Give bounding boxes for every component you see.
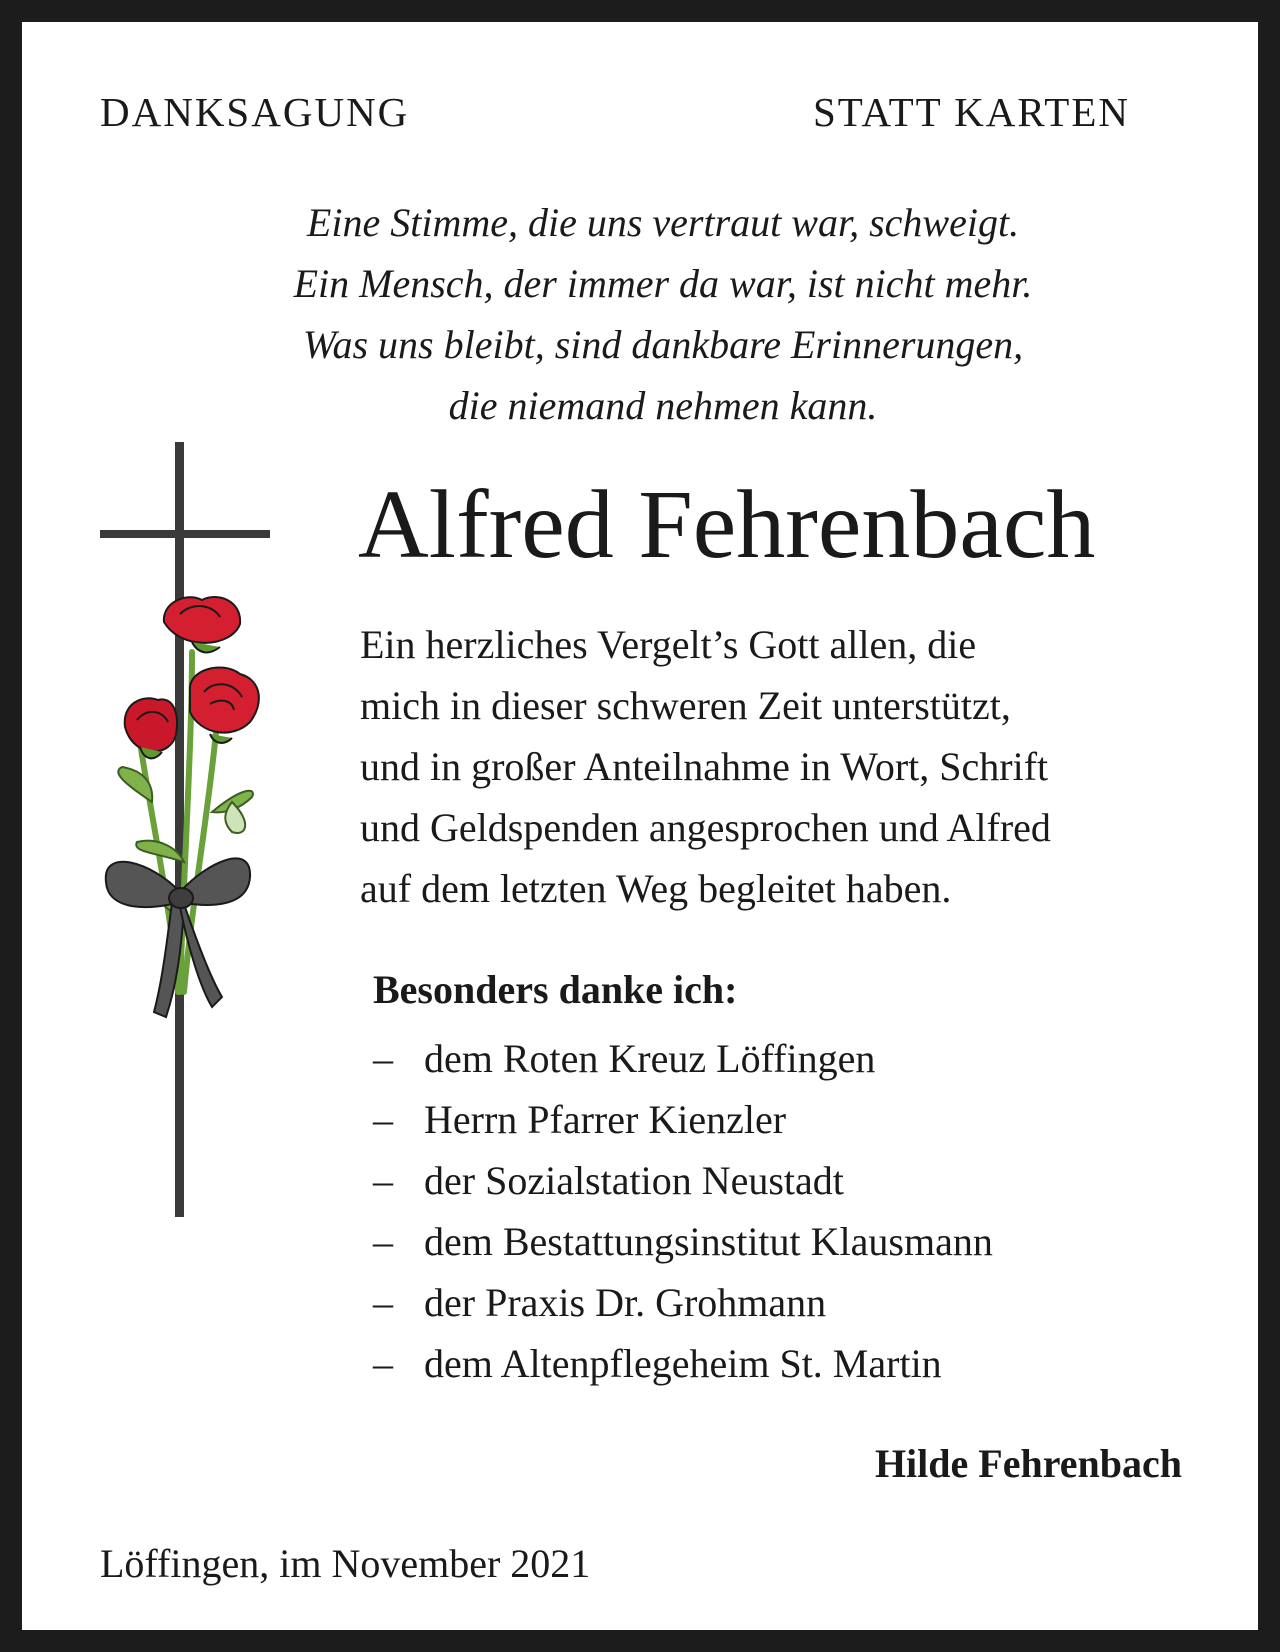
- list-item-text: der Sozialstation Neustadt: [424, 1158, 844, 1203]
- body-line: und Geldspenden angesprochen und Alfred: [360, 805, 1051, 850]
- dash-bullet: –: [373, 1341, 393, 1386]
- list-item-text: dem Roten Kreuz Löffingen: [424, 1036, 876, 1081]
- list-item-text: dem Altenpflegeheim St. Martin: [424, 1341, 942, 1386]
- list-item-text: der Praxis Dr. Grohmann: [424, 1280, 827, 1325]
- place-date: Löffingen, im November 2021: [100, 1541, 591, 1586]
- poem: [100, 192, 1226, 436]
- cross-with-roses-illustration: [92, 442, 292, 1242]
- dash-bullet: –: [373, 1280, 393, 1325]
- deceased-name: Alfred Fehrenbach: [358, 471, 1096, 579]
- obituary-card: [22, 22, 1258, 1630]
- list-item: [373, 1333, 993, 1394]
- list-item-text: Herrn Pfarrer Kienzler: [424, 1097, 787, 1142]
- signature: Hilde Fehrenbach: [874, 1441, 1182, 1486]
- body-line: und in großer Anteilnahme in Wort, Schrift: [360, 744, 1049, 789]
- header-danksagung: DANKSAGUNG: [100, 89, 410, 135]
- list-item-text: dem Bestattungsinstitut Klausmann: [424, 1219, 993, 1264]
- thanks-heading: Besonders danke ich:: [373, 967, 738, 1012]
- dash-bullet: –: [373, 1097, 393, 1142]
- rose-right-icon: [190, 667, 259, 742]
- rose-left-icon: [125, 698, 177, 758]
- list-item: [373, 1089, 993, 1150]
- list-item: [373, 1028, 993, 1089]
- dash-bullet: –: [373, 1158, 393, 1203]
- dash-bullet: –: [373, 1219, 393, 1264]
- dash-bullet: –: [373, 1036, 393, 1081]
- thank-you-text: [360, 614, 1051, 919]
- body-line: auf dem letzten Weg begleitet haben.: [360, 866, 952, 911]
- poem-line: die niemand nehmen kann.: [448, 383, 878, 428]
- poem-line: Ein Mensch, der immer da war, ist nicht mehr.: [293, 261, 1033, 306]
- list-item: [373, 1272, 993, 1333]
- header-statt-karten: STATT KARTEN: [812, 89, 1130, 135]
- body-line: Ein herzliches Vergelt’s Gott allen, die: [360, 622, 977, 667]
- body-line: mich in dieser schweren Zeit unterstützt,: [360, 683, 1011, 728]
- poem-line: Eine Stimme, die uns vertraut war, schweigt.: [306, 200, 1020, 245]
- poem-line: Was uns bleibt, sind dankbare Erinnerungen,: [302, 322, 1024, 367]
- list-item: [373, 1211, 993, 1272]
- thanks-list: [373, 1028, 993, 1394]
- list-item: [373, 1150, 993, 1211]
